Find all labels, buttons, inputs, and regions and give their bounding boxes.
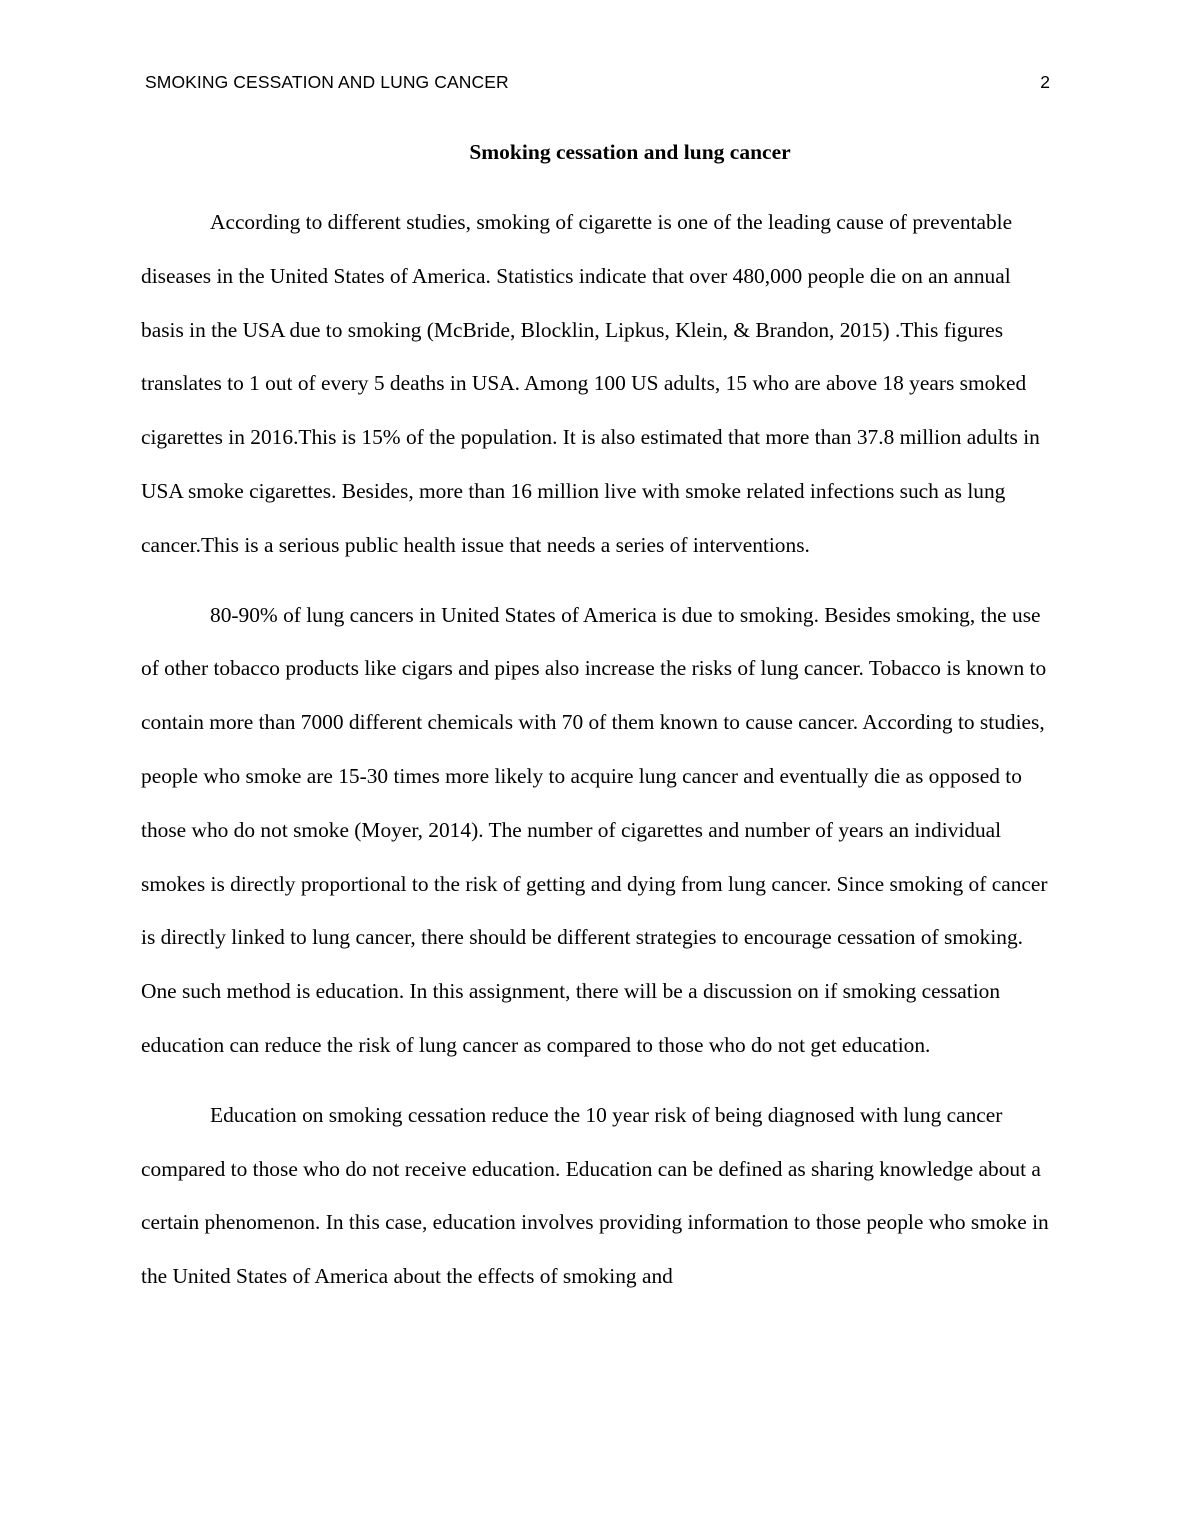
paragraph-3: Education on smoking cessation reduce the 10 year risk of being diagnosed with lung cancer compared to those who do not receive education. Education can be defined as sharing knowledge about a certain phenomenon. In this case, education involves providing information to those people who smoke in the United States of America about the effects of smoking and — [141, 1102, 1049, 1289]
paragraph-1: According to different studies, smoking of cigarette is one of the leading cause of preventable diseases in the United States of America. Statistics indicate that over 480,000 people die on an annual basis in the USA due to smoking (McBride, Blocklin, Lipkus, Klein, & Brandon, 2015) .This figures translates to 1 out of every 5 deaths in USA. Among 100 US adults, 15 who are above 18 years smoked cigarettes in 2016.This is 15% of the population. It is also estimated that more than 37.8 million adults in USA smoke cigarettes. Besides, more than 16 million live with smoke related infections such as lung cancer.This is a serious public health issue that needs a series of interventions. — [141, 210, 1040, 557]
document-title: Smoking cessation and lung cancer — [469, 140, 791, 164]
page-number: 2 — [1040, 72, 1050, 92]
running-head: SMOKING CESSATION AND LUNG CANCER — [145, 72, 509, 92]
paragraph-2: 80-90% of lung cancers in United States of America is due to smoking. Besides smoking, the use of other tobacco products like cigars and pipes also increase the risks of lung cancer. Tobacco is known to contain more than 7000 different chemicals with 70 of them known to cause cancer. According to studies, people who smoke are 15-30 times more likely to acquire lung cancer and eventually die as opposed to those who do not smoke (Moyer, 2014). The number of cigarettes and number of years an individual smokes is directly proportional to the risk of getting and dying from lung cancer. Since smoking of cancer is directly linked to lung cancer, there should be different strategies to encourage cessation of smoking. One such method is education. In this assignment, there will be a discussion on if smoking cessation education can reduce the risk of lung cancer as compared to those who do not get education. — [141, 602, 1048, 1057]
document-body — [141, 196, 1053, 1320]
